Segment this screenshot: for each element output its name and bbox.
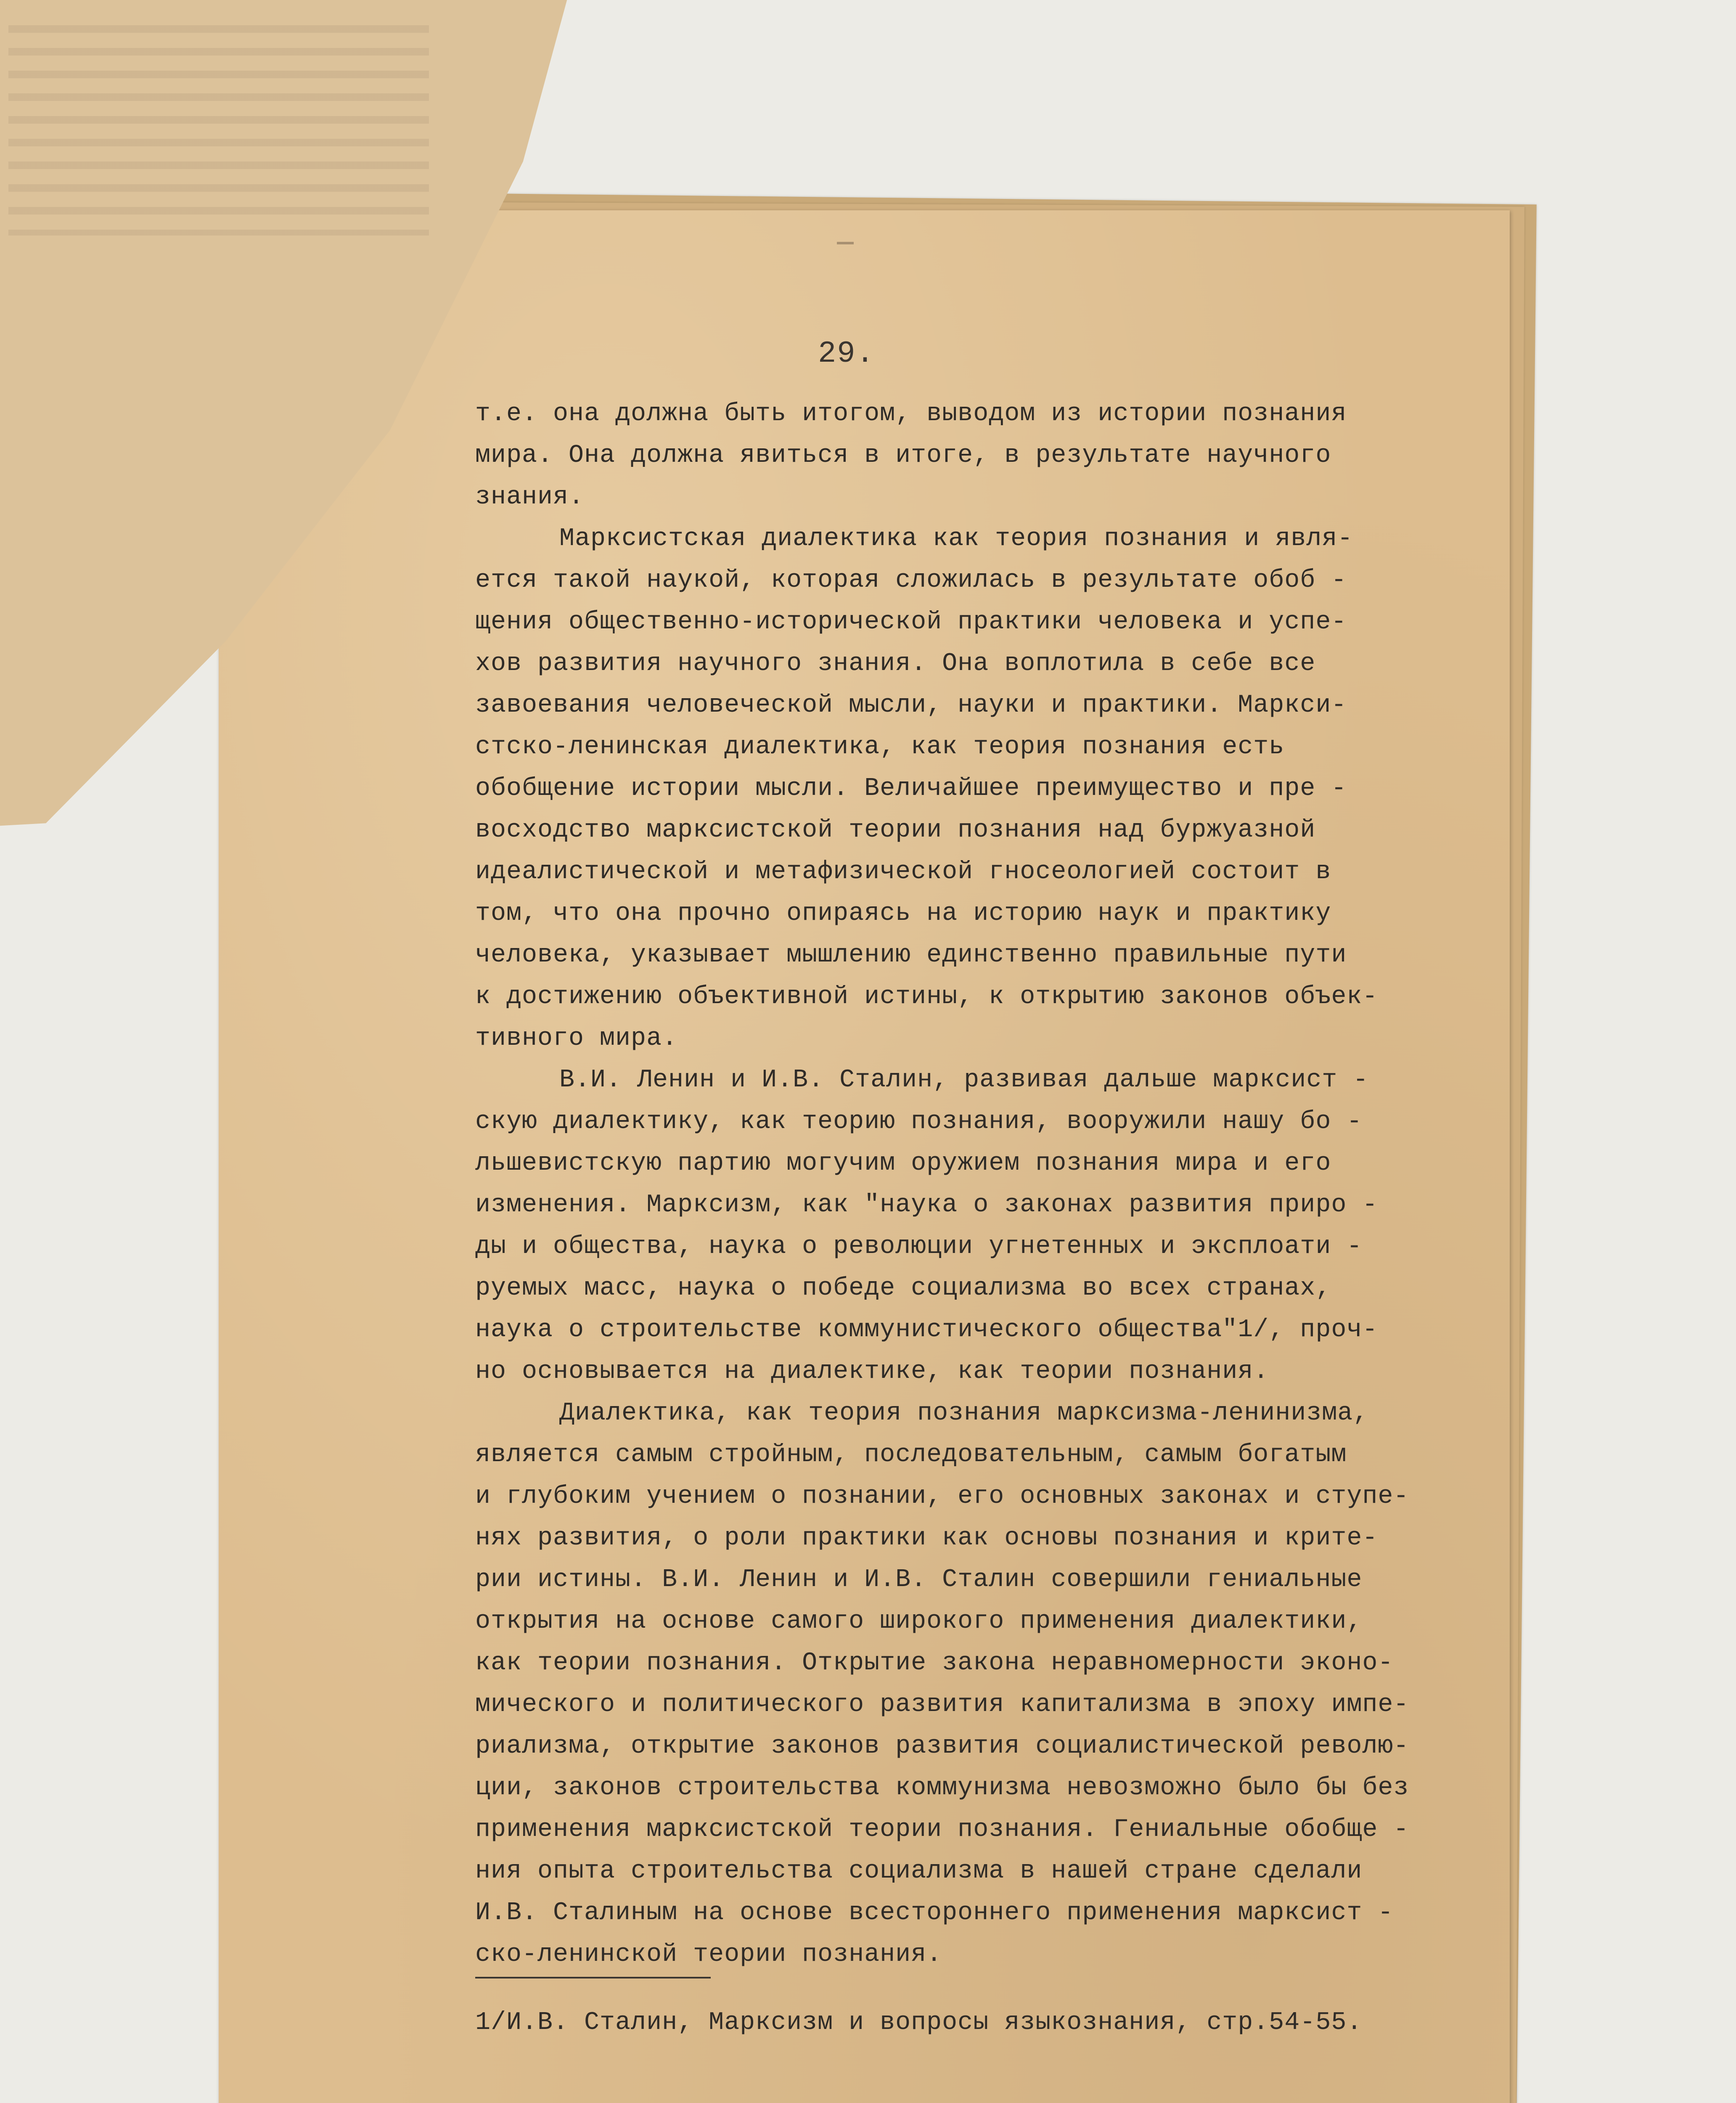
text-line: ется такой наукой, которая сложилась в результате обоб - <box>475 566 1347 595</box>
text-line: ции, законов строительства коммунизма невозможно было бы без <box>475 1774 1409 1802</box>
bleed-through-text <box>8 25 429 236</box>
text-line: знания. <box>475 483 585 511</box>
text-line: мира. Она должна явиться в итоге, в результате научного <box>475 441 1331 470</box>
text-line: хов развития научного знания. Она воплотила в себе все <box>475 649 1316 678</box>
text-line: т.е. она должна быть итогом, выводом из истории познания <box>475 400 1347 428</box>
text-line: открытия на основе самого широкого применения диалектики, <box>475 1607 1363 1636</box>
text-line: мического и политического развития капитализма в эпоху импе- <box>475 1690 1409 1719</box>
text-line: применения марксистской теории познания. Гениальные обобще - <box>475 1815 1409 1844</box>
text-line: скую диалектику, как теорию познания, вооружили нашу бо - <box>475 1107 1363 1136</box>
text-line: идеалистической и метафизической гносеологией состоит в <box>475 858 1331 886</box>
body-text <box>475 393 1506 1976</box>
text-line: риализма, открытие законов развития социалистической револю- <box>475 1732 1409 1761</box>
text-line: В.И. Ленин и И.В. Сталин, развивая дальше марксист - <box>559 1066 1369 1094</box>
paragraph <box>475 518 1506 1059</box>
text-line: к достижению объективной истины, к открытию законов объек- <box>475 983 1378 1011</box>
text-line: рии истины. В.И. Ленин и И.В. Сталин совершили гениальные <box>475 1565 1363 1594</box>
text-line: льшевистскую партию могучим оружием познания мира и его <box>475 1149 1331 1178</box>
paragraph <box>475 393 1506 518</box>
footnote-rule <box>475 1977 711 1979</box>
text-line: изменения. Марксизм, как "наука о законах развития приро - <box>475 1191 1378 1219</box>
text-line: Диалектика, как теория познания марксизма-ленинизма, <box>559 1399 1369 1428</box>
text-line: Марксистская диалектика как теория познания и явля- <box>559 524 1353 553</box>
page-number: 29. <box>818 336 875 371</box>
text-line: щения общественно-исторической практики человека и успе- <box>475 608 1347 636</box>
paragraph <box>475 1393 1506 1976</box>
text-line: как теории познания. Открытие закона неравномерности эконо- <box>475 1649 1394 1677</box>
text-line: и глубоким учением о познании, его основных законах и ступе- <box>475 1482 1409 1511</box>
text-line: но основывается на диалектике, как теории познания. <box>475 1357 1269 1386</box>
text-line: восходство марксистской теории познания над буржуазной <box>475 816 1316 845</box>
text-line: человека, указывает мышлению единственно правильные пути <box>475 941 1347 969</box>
paragraph <box>475 1059 1506 1393</box>
text-line: том, что она прочно опираясь на историю наук и практику <box>475 899 1331 928</box>
footnote: 1/И.В. Сталин, Марксизм и вопросы языкознания, стр.54-55. <box>475 2008 1363 2037</box>
text-line: тивного мира. <box>475 1024 678 1053</box>
text-line: нях развития, о роли практики как основы познания и крите- <box>475 1524 1378 1552</box>
text-line: И.В. Сталиным на основе всестороннего применения марксист - <box>475 1899 1394 1927</box>
page-mark <box>837 242 854 244</box>
text-line: завоевания человеческой мысли, науки и практики. Маркси- <box>475 691 1347 720</box>
text-line: стско-ленинская диалектика, как теория познания есть <box>475 733 1285 761</box>
text-line: является самым стройным, последовательным, самым богатым <box>475 1441 1347 1469</box>
text-line: ско-ленинской теории познания. <box>475 1940 942 1969</box>
text-line: руемых масс, наука о победе социализма во всех странах, <box>475 1274 1331 1303</box>
text-line: наука о строительстве коммунистического общества"1/, проч- <box>475 1316 1378 1344</box>
text-line: обобщение истории мысли. Величайшее преимущество и пре - <box>475 774 1347 803</box>
text-line: ды и общества, наука о революции угнетенных и эксплоати - <box>475 1232 1363 1261</box>
text-line: ния опыта строительства социализма в нашей стране сделали <box>475 1857 1363 1886</box>
